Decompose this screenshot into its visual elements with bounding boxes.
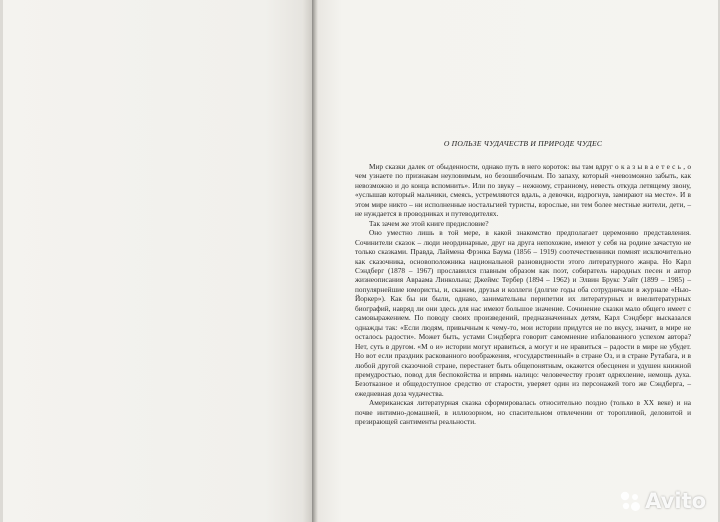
paragraph-4: Американская литературная сказка сформировалась относительно поздно (только в XX веке) и на почве интимно-домашней, в иллюзорном, но спасительном отвлечении от торопливой, деловитой и презирающей сантименты реальности. xyxy=(355,398,691,427)
paragraph-3: Оно уместно лишь в той мере, в какой знакомство предполагает церемонию представления. Сочинители сказок – люди неординарные, друг на друга непохожие, имеют у себя на родине зачастую не только сказками. Правда, Лаймена Фрэнка Баума (1856 – 1919) соотечественники помнят исключительно как сказочника, основоположника национальной разновидности этого литературного жанра. Но Карл Сэндберг (1878 – 1967) прославился главным образом как поэт, собиратель народных песен и автор жизнеописания Авраама Линкольна; Джеймс Тербер (1894 – 1962) и Элвин Брукс Уайт (1899 – 1985) – популярнейшие юмористы, и, скажем, друзья и коллеги (долгие годы оба сотрудничали в журнале «Нью-Йоркер»). Как бы ни были, однако, занимательны перипетии их литературных и внелитературных биографий, навряд ли они здесь для нас имеют большое значение. Сочинение сказки мало общего имеет с самовыражением. По поводу своих произведений, предназначенных детям, Карл Сэндберг высказался однажды так: «Если людям, привычным к чему-то, мои истории придутся не по вкусу, значит, в мире не осталось радости». Может быть, устами Сэндберга говорит самомнение избалованного успехом автора? Нет, суть в другом. «М о и» истории могут нравиться, а могут и не нравиться – радости в мире не убудет. Но вот если праздник раскованного воображения, «государственный» в стране Оз, и в стране Рутабага, и в любой другой сказочной стране, перестанет быть общепонятным, окажется обесценен и удушен книжной премудростью, повод для беспокойства и впрямь налицо: человечеству грозят одряхление, немощь духа. Безотказное и общедоступное средство от старости, уверяет один из персонажей того же Сэндберга, – ежедневная доза чудачества. xyxy=(355,228,691,398)
watermark-text: Avito xyxy=(645,489,706,513)
paragraph-1: Мир сказки далек от обыденности, однако путь в него короток: вы там вдруг о к а з ы в а е т е с ь , о чем узнаете по признакам неуловимым, но безошибочным. По запаху, который «невозможно забыть, как невозможно и до конца вспомнить». Или по звуку – нежному, странному, невесть откуда летящему звону, «услышав который мальчики, смеясь, устремляются вдаль, а девочки, вздрогнув, замирают на месте». И в этом мире никто – ни исполненные ностальгией туристы, взрослые, ни тем более местные жители, дети, – не нуждается в проводниках и путеводителях. xyxy=(355,162,691,219)
paragraph-2: Так зачем же этой книге предисловие? xyxy=(369,218,489,228)
avito-watermark xyxy=(618,489,706,513)
right-page xyxy=(318,0,720,522)
left-page xyxy=(0,0,313,522)
page-content xyxy=(355,139,691,427)
chapter-title: О ПОЛЬЗЕ ЧУДАЧЕСТВ И ПРИРОДЕ ЧУДЕС xyxy=(443,139,603,148)
avito-logo-icon xyxy=(618,489,642,513)
